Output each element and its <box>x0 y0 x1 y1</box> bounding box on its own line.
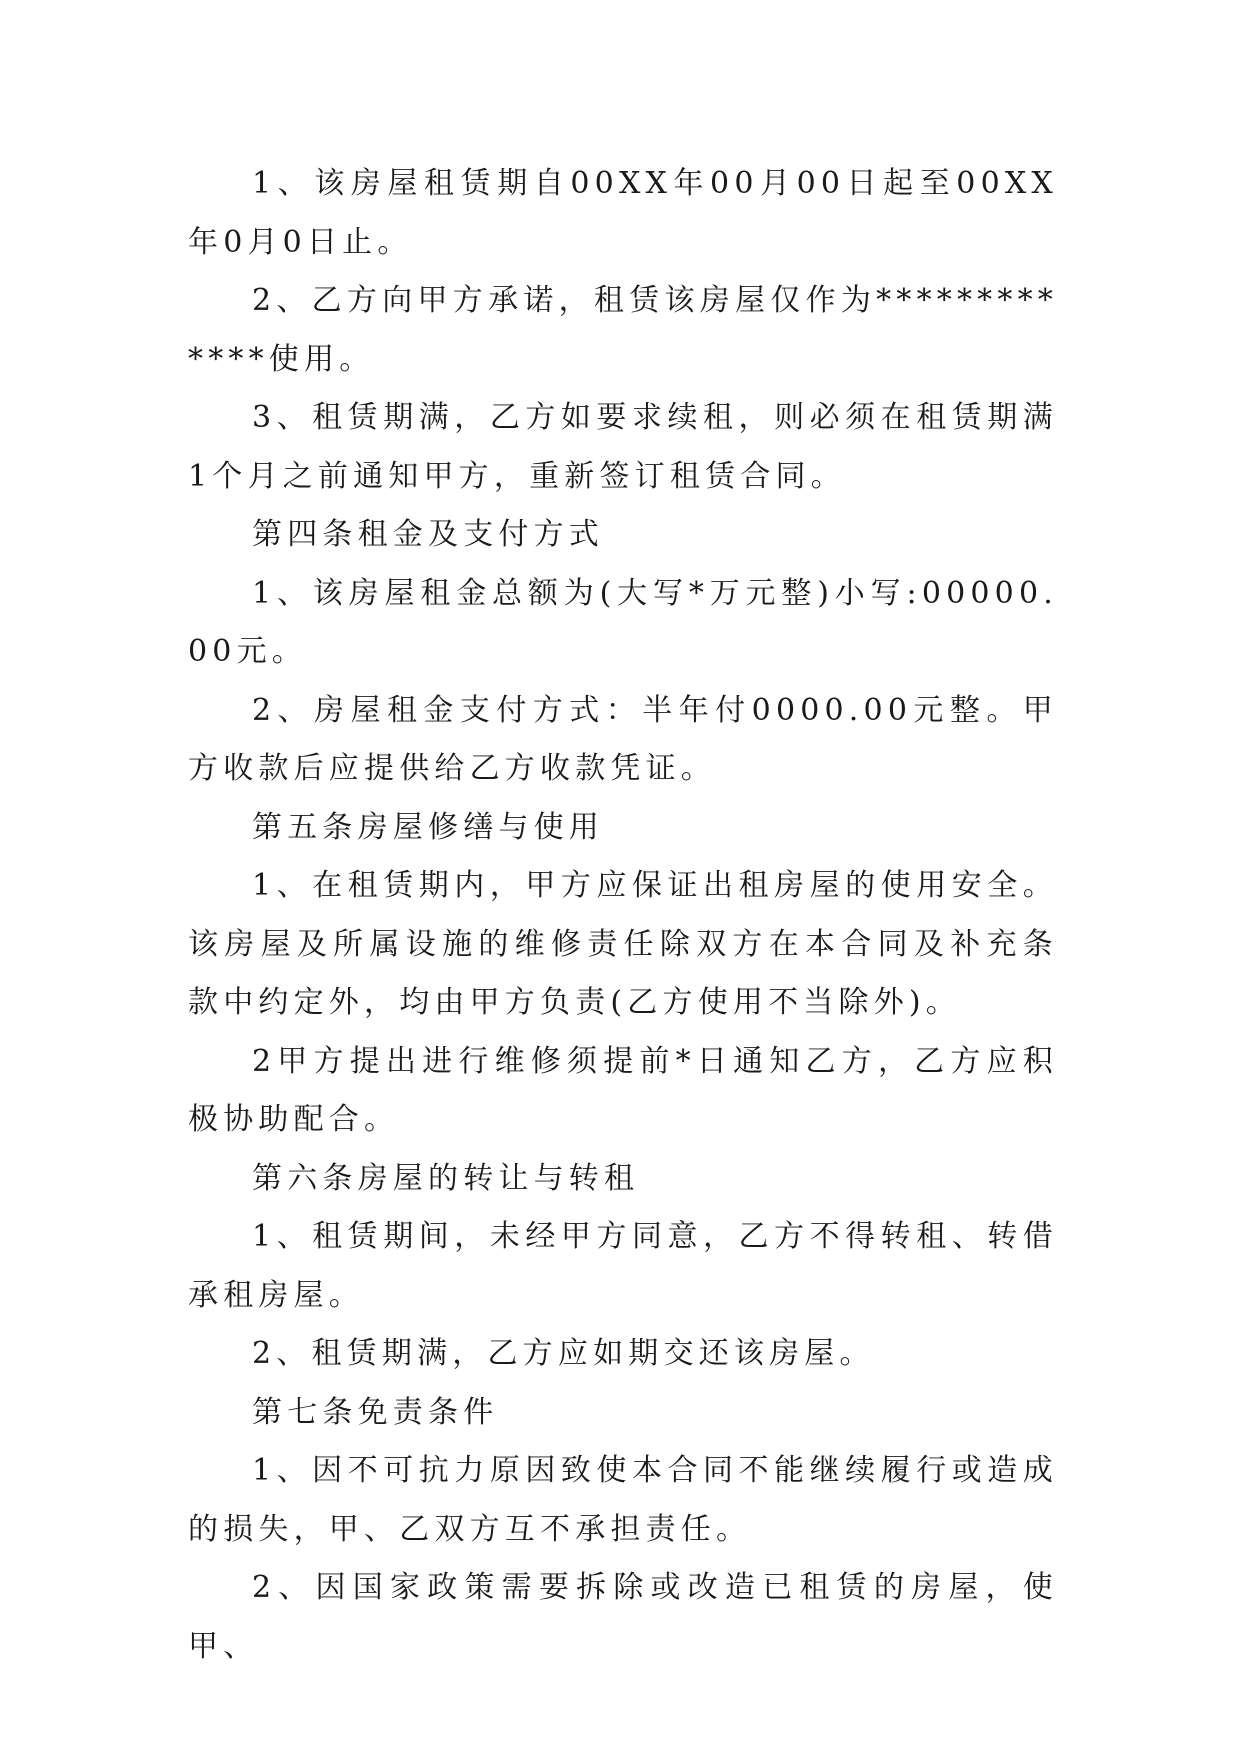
paragraph-rent-total: 1、该房屋租金总额为(大写*万元整)小写:00000.00元。 <box>188 575 1058 669</box>
paragraph-no-sublet: 1、租赁期间，未经甲方同意，乙方不得转租、转借承租房屋。 <box>188 1219 1058 1313</box>
section-heading-repair-use: 第五条房屋修缮与使用 <box>252 809 604 845</box>
section-heading-rent-payment: 第四条租金及支付方式 <box>252 517 604 552</box>
paragraph-lease-term: 1、该房屋租赁期自00XX年00月00日起至00XX年0月0日止。 <box>188 166 1058 260</box>
paragraph-repair-responsibility: 1、在租赁期内，甲方应保证出租房屋的使用安全。该房屋及所属设施的维修责任除双方在本合同及补充条款中约定外，均由甲方负责(乙方使用不当除外)。 <box>188 868 1058 1020</box>
paragraph-repair-notice: 2甲方提出进行维修须提前*日通知乙方，乙方应积极协助配合。 <box>188 1043 1058 1137</box>
document-body <box>188 155 1058 1676</box>
paragraph-policy-demolition: 2、因国家政策需要拆除或改造已租赁的房屋，使甲、 <box>188 1570 1058 1664</box>
paragraph-renewal: 3、租赁期满，乙方如要求续租，则必须在租赁期满1个月之前通知甲方，重新签订租赁合同。 <box>188 400 1058 494</box>
section-heading-transfer-sublet: 第六条房屋的转让与转租 <box>252 1160 640 1196</box>
section-heading-exemption: 第七条免责条件 <box>252 1394 499 1430</box>
paragraph-payment-method: 2、房屋租金支付方式：半年付0000.00元整。甲方收款后应提供给乙方收款凭证。 <box>188 692 1058 786</box>
paragraph-force-majeure: 1、因不可抗力原因致使本合同不能继续履行或造成的损失，甲、乙双方互不承担责任。 <box>188 1453 1058 1547</box>
paragraph-usage-promise: 2、乙方向甲方承诺，租赁该房屋仅作为*************使用。 <box>188 283 1058 377</box>
paragraph-return-house: 2、租赁期满，乙方应如期交还该房屋。 <box>252 1336 875 1371</box>
